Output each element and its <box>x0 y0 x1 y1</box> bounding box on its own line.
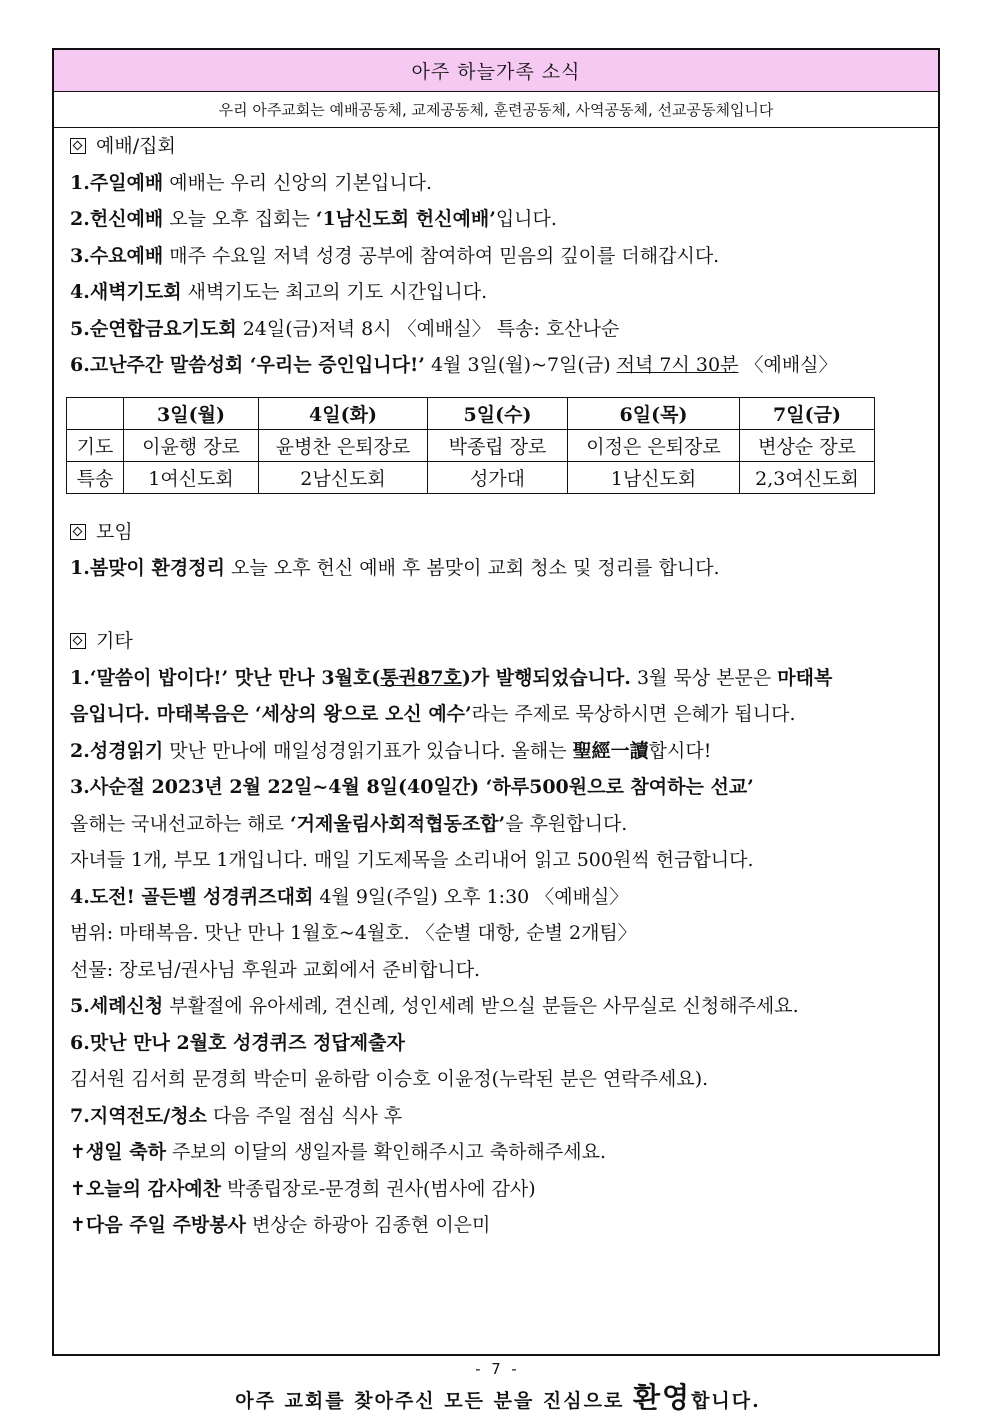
worship-item-2: 2.헌신예배 오늘 오후 집회는 ‘1남신도회 헌신예배’입니다. <box>70 208 557 230</box>
worship-item-1: 1.주일예배 예배는 우리 신앙의 기본입니다. <box>70 171 433 194</box>
etc-item-line: 2.성경읽기 맛난 만나에 매일성경읽기표가 있습니다. 올해는 聖經一讀합시다! <box>70 739 712 762</box>
etc-list <box>70 660 930 1244</box>
worship-item-5: 5.순연합금요기도회 24일(금)저녁 8시 〈예배실〉 특송: 호산나순 <box>70 317 620 340</box>
table-header-cell: 5일(수) <box>428 398 568 430</box>
etc-item-line: ✝다음 주일 주방봉사 변상순 하광아 김종현 이은미 <box>70 1214 491 1236</box>
table-cell: 박종립 장로 <box>428 430 568 462</box>
etc-item-line: 선물: 장로님/권사님 후원과 교회에서 준비합니다. <box>70 958 481 981</box>
etc-item-line: 음입니다. 마태복음은 ‘세상의 왕으로 오신 예수’라는 주제로 묵상하시면 은혜가 됩니다. <box>70 703 796 725</box>
schedule-table <box>66 397 875 494</box>
content-area <box>70 128 930 1244</box>
table-header-row <box>67 398 875 430</box>
section-spacer <box>70 587 930 624</box>
closing-message: 아주 교회를 찾아주신 모든 분을 진심으로 환영합니다. <box>235 1381 761 1414</box>
table-row <box>67 430 875 462</box>
table-row <box>67 462 875 494</box>
cross-icon: ✝ <box>70 1214 86 1236</box>
table-cell: 이정은 은퇴장로 <box>568 430 740 462</box>
worship-item-4: 4.새벽기도회 새벽기도는 최고의 기도 시간입니다. <box>70 281 488 303</box>
etc-item-line: ✝오늘의 감사예찬 박종립장로-문경희 권사(범사에 감사) <box>70 1177 536 1200</box>
bullet-square-icon <box>70 524 86 540</box>
etc-item-line: 6.맛난 만나 2월호 성경퀴즈 정답제출자 <box>70 1031 405 1054</box>
etc-item-line: 3.사순절 2023년 2월 22일~4월 8일(40일간) ‘하루500원으로 참여하는 선교’ <box>70 776 754 798</box>
table-cell: 2,3여신도회 <box>740 462 875 494</box>
etc-item-line: 7.지역전도/청소 다음 주일 점심 식사 후 <box>70 1104 403 1127</box>
cross-icon: ✝ <box>70 1141 86 1163</box>
table-cell: 윤병찬 은퇴장로 <box>259 430 428 462</box>
page-subtitle: 우리 아주교회는 예배공동체, 교제공동체, 훈련공동체, 사역공동체, 선교공동체입니다 <box>54 92 938 128</box>
bulletin-frame <box>52 48 940 1414</box>
etc-item-line: 5.세례신청 부활절에 유아세례, 견신례, 성인세례 받으실 분들은 사무실로 신청해주세요. <box>70 995 799 1017</box>
etc-item-line: 올해는 국내선교하는 해로 ‘거제울림사회적협동조합’을 후원합니다. <box>70 812 628 835</box>
bullet-square-icon <box>70 138 86 154</box>
etc-item-line: 1.‘말씀이 밥이다!’ 맛난 만나 3월호(통권87호)가 발행되었습니다. 3월 묵상 본문은 마태복 <box>70 666 833 689</box>
etc-item-line: 범위: 마태복음. 맛난 만나 1월호~4월호. 〈순별 대항, 순별 2개팀〉 <box>70 922 637 944</box>
table-cell: 이윤행 장로 <box>124 430 259 462</box>
page-title: 아주 하늘가족 소식 <box>54 50 938 92</box>
table-header-cell: 6일(목) <box>568 398 740 430</box>
section-heading-etc: 기타 <box>70 623 930 660</box>
etc-item-line: 4.도전! 골든벨 성경퀴즈대회 4월 9일(주일) 오후 1:30 〈예배실〉 <box>70 885 629 908</box>
page-number: - 7 - <box>473 1360 519 1378</box>
cross-icon: ✝ <box>70 1177 86 1200</box>
table-cell: 2남신도회 <box>259 462 428 494</box>
table-cell: 성가대 <box>428 462 568 494</box>
worship-item-3: 3.수요예배 매주 수요일 저녁 성경 공부에 참여하여 믿음의 깊이를 더해갑시다. <box>70 244 720 267</box>
worship-item-6: 6.고난주간 말씀성회 ‘우리는 증인입니다!’ 4월 3일(월)~7일(금) 저녁 7시 30분 〈예배실〉 <box>70 354 838 376</box>
etc-item-line: ✝생일 축하 주보의 이달의 생일자를 확인해주시고 축하해주세요. <box>70 1141 606 1163</box>
gathering-item-1: 1.봄맞이 환경정리 오늘 오후 헌신 예배 후 봄맞이 교회 청소 및 정리를 합니다. <box>70 557 720 579</box>
table-cell: 1남신도회 <box>568 462 740 494</box>
section-heading-gathering: 모임 <box>70 514 930 551</box>
table-header-cell: 7일(금) <box>740 398 875 430</box>
table-header-cell: 4일(화) <box>259 398 428 430</box>
etc-item-line: 자녀들 1개, 부모 1개입니다. 매일 기도제목을 소리내어 읽고 500원씩 헌금합니다. <box>70 849 754 871</box>
etc-item-line: 김서원 김서희 문경희 박순미 윤하람 이승호 이윤정(누락된 분은 연락주세요). <box>70 1068 709 1090</box>
table-header-cell: 3일(월) <box>124 398 259 430</box>
table-cell: 1여신도회 <box>124 462 259 494</box>
table-row-label: 특송 <box>67 462 124 494</box>
table-corner-cell <box>67 398 124 430</box>
table-row-label: 기도 <box>67 430 124 462</box>
table-cell: 변상순 장로 <box>740 430 875 462</box>
section-heading-worship: 예배/집회 <box>70 128 930 165</box>
bullet-square-icon <box>70 633 86 649</box>
